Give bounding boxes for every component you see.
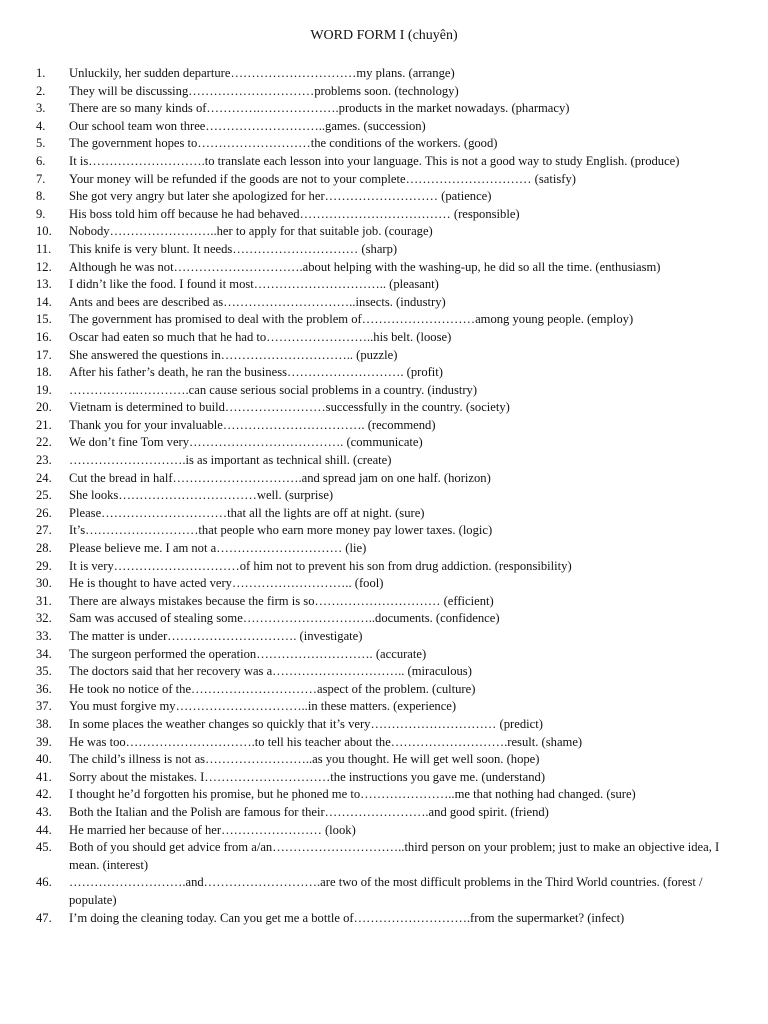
exercise-item: [36, 434, 726, 452]
exercise-text: She looks……………………………well. (surprise): [69, 488, 334, 503]
exercise-text: I didn’t like the food. I found it most………………………….. (pleasant): [69, 277, 439, 292]
exercise-number: 7.: [36, 171, 46, 186]
exercise-text: His boss told him off because he had behaved……………………………… (responsible): [69, 206, 520, 221]
exercise-text: Unluckily, her sudden departure…………………………my plans. (arrange): [69, 66, 455, 80]
exercise-item: [36, 910, 726, 928]
exercise-text: We don’t fine Tom very………………………………. (communicate): [69, 435, 423, 450]
exercise-text: This knife is very blunt. It needs………………………… (sharp): [69, 241, 398, 256]
exercise-number: 38.: [36, 716, 52, 731]
exercise-text: He is thought to have acted very……………………….. (fool): [69, 576, 384, 591]
exercise-text: Although he was not………………………….about helping with the washing-up, he did so all the time. (enthusiasm): [69, 259, 661, 274]
exercise-text: The doctors said that her recovery was a………………………….. (miraculous): [69, 664, 472, 679]
exercise-item: [36, 399, 726, 417]
exercise-item: [36, 171, 726, 189]
exercise-number: 40.: [36, 752, 52, 767]
exercise-item: [36, 874, 726, 909]
exercise-text: Sorry about the mistakes. I…………………………the instructions you gave me. (understand): [69, 769, 546, 784]
exercise-item: [36, 804, 726, 822]
exercise-text: …………….………….can cause serious social problems in a country. (industry): [69, 382, 478, 397]
exercise-text: I thought he’d forgotten his promise, but he phoned me to…………………..me that nothing had changed. (sure): [69, 787, 636, 802]
exercise-item: [36, 276, 726, 294]
exercise-item: [36, 153, 726, 171]
exercise-text: Thank you for your invaluable……………………………. (recommend): [69, 417, 436, 432]
exercise-text: Sam was accused of stealing some…………………………..documents. (confidence): [69, 611, 500, 626]
exercise-number: 25.: [36, 488, 52, 503]
exercise-item: [36, 786, 726, 804]
exercise-text: Oscar had eaten so much that he had to……………………..his belt. (loose): [69, 329, 452, 344]
exercise-number: 17.: [36, 347, 52, 362]
exercise-text: Both the Italian and the Polish are famous for their…………………….and good spirit. (friend): [69, 804, 549, 819]
exercise-number: 43.: [36, 804, 52, 819]
exercise-number: 14.: [36, 294, 52, 309]
exercise-item: [36, 751, 726, 769]
exercise-item: [36, 83, 726, 101]
exercise-text: ……………………….and……………………….are two of the most difficult problems in the Third World countries. (forest / populate): [69, 875, 703, 907]
exercise-item: [36, 487, 726, 505]
exercise-list: [36, 65, 726, 927]
exercise-number: 37.: [36, 699, 52, 714]
exercise-text: Ants and bees are described as…………………………..insects. (industry): [69, 294, 446, 309]
exercise-item: [36, 734, 726, 752]
exercise-number: 2.: [36, 83, 46, 98]
exercise-item: [36, 716, 726, 734]
exercise-item: [36, 698, 726, 716]
exercise-text: He took no notice of the…………………………aspect of the problem. (culture): [69, 681, 476, 696]
exercise-text: Our school team won three………………………..games. (succession): [69, 118, 426, 133]
exercise-number: 18.: [36, 365, 52, 380]
exercise-number: 4.: [36, 118, 46, 133]
exercise-text: The child’s illness is not as……………………..as you thought. He will get well soon. (hope): [69, 752, 540, 767]
exercise-text: The matter is under…………………………. (investigate): [69, 629, 363, 643]
exercise-item: [36, 540, 726, 558]
exercise-text: Both of you should get advice from a/an…………………………..third person on your problem; just to make an objective idea, I mean. (interest): [69, 840, 720, 872]
exercise-item: [36, 628, 726, 646]
exercise-item: [36, 118, 726, 136]
exercise-text: There are always mistakes because the firm is so………………………… (efficient): [69, 593, 494, 608]
exercise-number: 19.: [36, 382, 52, 397]
exercise-number: 24.: [36, 470, 52, 485]
exercise-item: [36, 558, 726, 576]
exercise-number: 28.: [36, 541, 52, 556]
exercise-number: 13.: [36, 277, 52, 292]
exercise-number: 47.: [36, 910, 52, 925]
exercise-text: Cut the bread in half………………………….and spread jam on one half. (horizon): [69, 470, 491, 485]
exercise-text: The government has promised to deal with the problem of………………………among young people. (employ): [69, 312, 634, 327]
exercise-text: It is……………………….to translate each lesson into your language. This is not a good way to study English. (produce): [69, 153, 680, 168]
exercise-item: [36, 822, 726, 840]
exercise-item: [36, 382, 726, 400]
exercise-text: She got very angry but later she apologized for her……………………… (patience): [69, 189, 492, 204]
exercise-text: You must forgive my…………………………..in these matters. (experience): [69, 699, 457, 714]
exercise-text: Vietnam is determined to build……………………successfully in the country. (society): [69, 400, 510, 415]
exercise-text: It’s………………………that people who earn more money pay lower taxes. (logic): [69, 523, 493, 538]
exercise-text: It is very…………………………of him not to prevent his son from drug addiction. (responsibility): [69, 558, 572, 573]
exercise-text: ……………………….is as important as technical shill. (create): [69, 453, 392, 468]
exercise-number: 23.: [36, 453, 52, 468]
exercise-number: 10.: [36, 224, 52, 239]
exercise-text: Please believe me. I am not a………………………… (lie): [69, 541, 367, 556]
exercise-item: [36, 311, 726, 329]
exercise-number: 45.: [36, 840, 52, 855]
exercise-item: [36, 575, 726, 593]
exercise-number: 1.: [36, 66, 46, 80]
exercise-number: 34.: [36, 646, 52, 661]
exercise-number: 36.: [36, 681, 52, 696]
exercise-item: [36, 135, 726, 153]
exercise-number: 16.: [36, 329, 52, 344]
exercise-item: [36, 364, 726, 382]
exercise-text: They will be discussing…………………………problems soon. (technology): [69, 83, 459, 98]
exercise-number: 3.: [36, 101, 46, 116]
exercise-number: 44.: [36, 822, 52, 837]
exercise-text: He married her because of her…………………… (look): [69, 822, 356, 837]
exercise-number: 22.: [36, 435, 52, 450]
exercise-number: 9.: [36, 206, 46, 221]
exercise-number: 11.: [36, 241, 52, 256]
exercise-number: 15.: [36, 312, 52, 327]
exercise-item: [36, 347, 726, 365]
exercise-item: [36, 259, 726, 277]
exercise-item: [36, 100, 726, 118]
exercise-item: [36, 593, 726, 611]
exercise-number: 46.: [36, 875, 52, 890]
page-title: WORD FORM I (chuyên): [310, 28, 458, 43]
exercise-text: I’m doing the cleaning today. Can you get me a bottle of……………………….from the supermarket? (infect): [69, 910, 625, 925]
exercise-number: 21.: [36, 417, 52, 432]
exercise-item: [36, 839, 726, 874]
exercise-item: [36, 452, 726, 470]
exercise-number: 12.: [36, 259, 52, 274]
exercise-item: [36, 417, 726, 435]
exercise-item: [36, 329, 726, 347]
exercise-text: The government hopes to………………………the conditions of the workers. (good): [69, 136, 498, 151]
exercise-item: [36, 610, 726, 628]
exercise-item: [36, 241, 726, 259]
exercise-text: After his father’s death, he ran the business………………………. (profit): [69, 365, 443, 380]
exercise-number: 33.: [36, 629, 52, 643]
exercise-number: 42.: [36, 787, 52, 802]
exercise-number: 31.: [36, 593, 52, 608]
exercise-item: [36, 470, 726, 488]
exercise-text: Nobody……………………..her to apply for that suitable job. (courage): [69, 224, 433, 239]
exercise-number: 39.: [36, 734, 52, 749]
exercise-number: 35.: [36, 664, 52, 679]
exercise-number: 41.: [36, 769, 52, 784]
exercise-item: [36, 663, 726, 681]
exercise-number: 5.: [36, 136, 46, 151]
exercise-item: [36, 769, 726, 787]
exercise-text: In some places the weather changes so quickly that it’s very………………………… (predict): [69, 716, 543, 731]
exercise-item: [36, 522, 726, 540]
exercise-item: [36, 223, 726, 241]
exercise-text: She answered the questions in………………………….. (puzzle): [69, 347, 398, 362]
exercise-number: 6.: [36, 153, 46, 168]
exercise-item: [36, 681, 726, 699]
exercise-number: 26.: [36, 505, 52, 520]
exercise-text: He was too………………………….to tell his teacher about the……………………….result. (shame): [69, 734, 583, 749]
exercise-number: 8.: [36, 189, 46, 204]
exercise-number: 30.: [36, 576, 52, 591]
exercise-number: 32.: [36, 611, 52, 626]
exercise-item: [36, 206, 726, 224]
exercise-number: 29.: [36, 558, 52, 573]
exercise-item: [36, 65, 726, 83]
exercise-text: Your money will be refunded if the goods are not to your complete………………………… (satisfy): [69, 171, 576, 186]
exercise-item: [36, 646, 726, 664]
exercise-item: [36, 188, 726, 206]
exercise-text: Please…………………………that all the lights are off at night. (sure): [69, 505, 425, 520]
exercise-text: The surgeon performed the operation………………………. (accurate): [69, 646, 427, 661]
exercise-item: [36, 505, 726, 523]
exercise-number: 20.: [36, 400, 52, 415]
exercise-item: [36, 294, 726, 312]
exercise-number: 27.: [36, 523, 52, 538]
exercise-text: There are so many kinds of………….……………….products in the market nowadays. (pharmacy): [69, 101, 570, 116]
